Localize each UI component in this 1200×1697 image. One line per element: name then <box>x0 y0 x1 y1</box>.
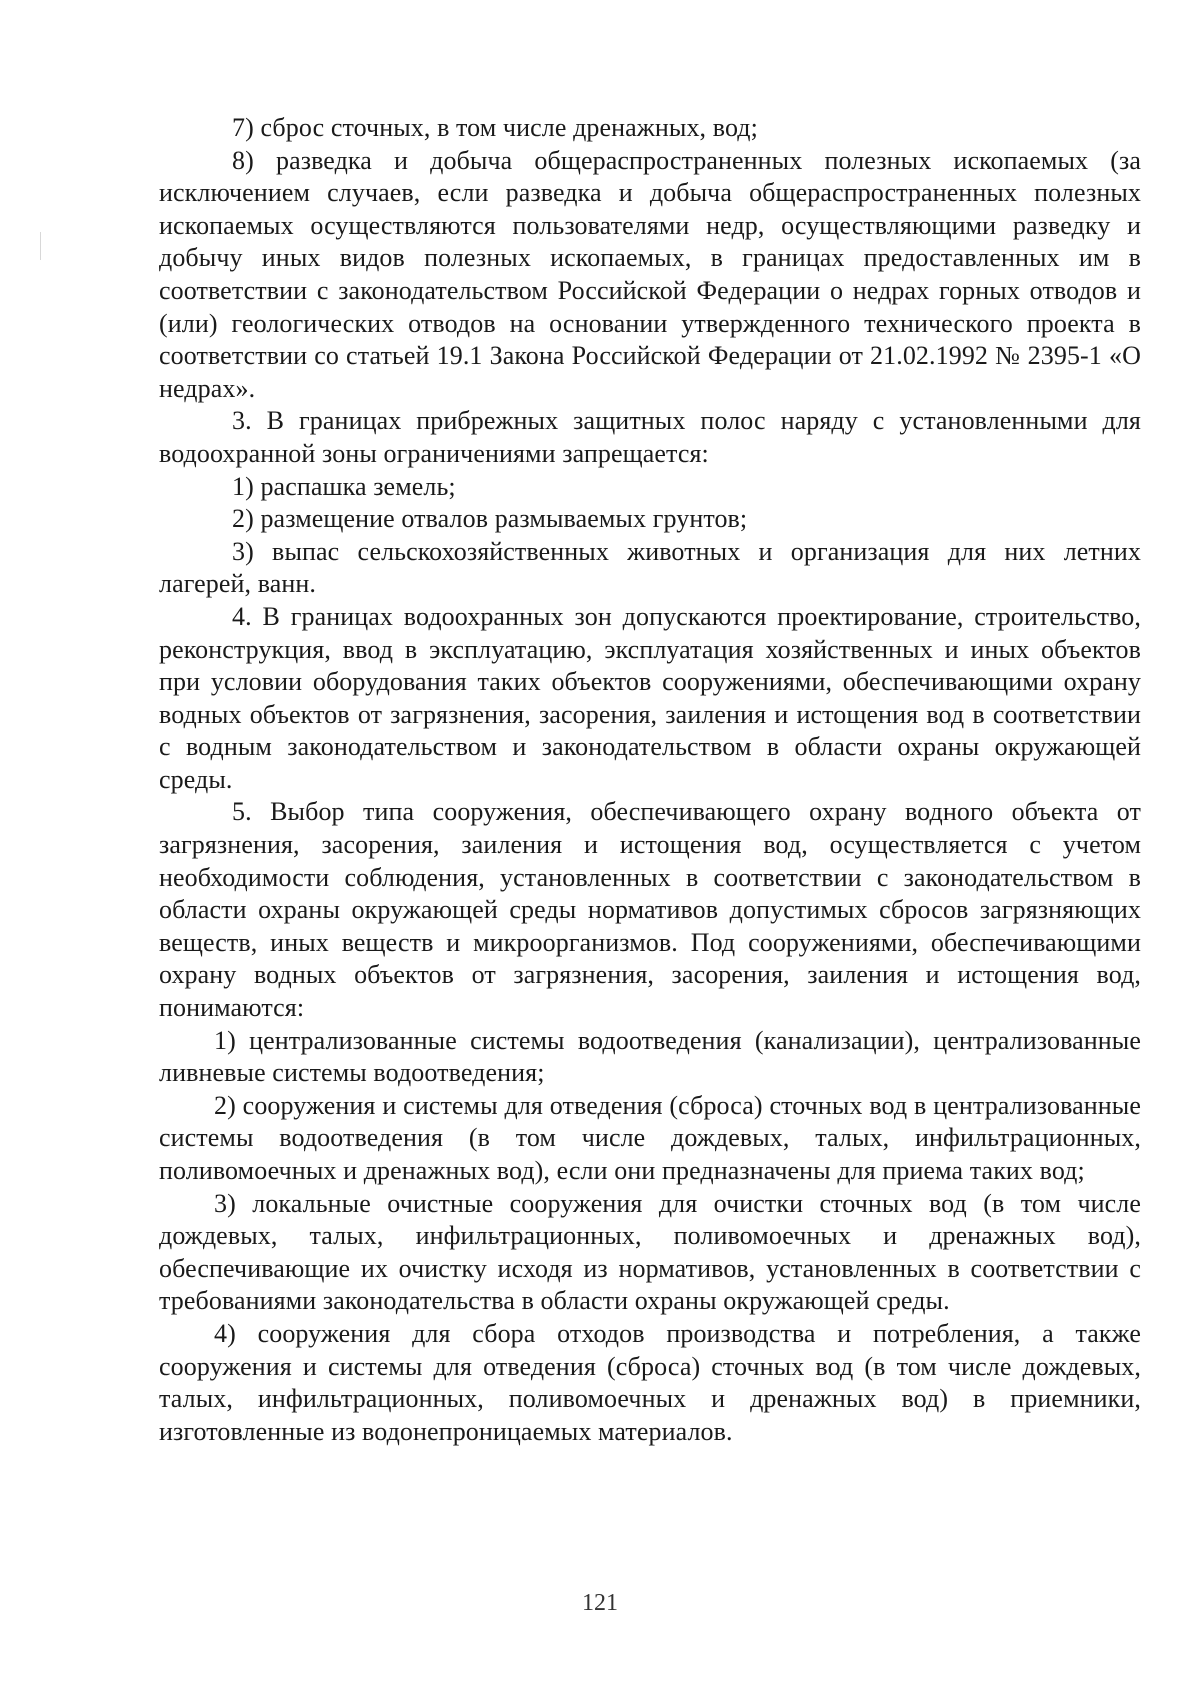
paragraph-section-3: 3. В границах прибрежных защитных полос наряду с установленными для водоохранной зоны ограничениями запрещается: <box>159 406 1141 468</box>
paragraph-item-7: 7) сброс сточных, в том числе дренажных, вод; <box>232 113 758 142</box>
document-body <box>159 112 1141 1448</box>
paragraph-section-5-item-3: 3) локальные очистные сооружения для очистки сточных вод (в том числе дождевых, талых, инфильтрационных, поливомоечных и дренажных вод), обеспечивающие их очистку исходя из нормативов, установленных в соответствии с требованиями законодательства в области охраны окружающей среды. <box>159 1188 1141 1316</box>
paragraph-section-5-item-1: 1) централизованные системы водоотведения (канализации), централизованные ливневые системы водоотведения; <box>159 1025 1141 1088</box>
page-number: 121 <box>582 1590 618 1616</box>
paragraph-section-3-item-2: 2) размещение отвалов размываемых грунтов; <box>232 504 748 534</box>
scan-artifact-mark <box>40 232 41 260</box>
paragraph-section-5-item-2: 2) сооружения и системы для отведения (сброса) сточных вод в централизованные системы водоотведения (в том числе дождевых, талых, инфильтрационных, поливомоечных и дренажных вод), если они предназначены для приема таких вод; <box>159 1090 1141 1185</box>
paragraph-section-4: 4. В границах водоохранных зон допускаются проектирование, строительство, реконструкция, ввод в эксплуатацию, эксплуатация хозяйственных и иных объектов при условии оборудования таких объектов сооружениями, обеспечивающими охрану водных объектов от загрязнения, засорения, заиления и истощения вод в соответствии с водным законодательством и законодательством в области охраны окружающей среды. <box>159 601 1141 794</box>
paragraph-item-8: 8) разведка и добыча общераспространенных полезных ископаемых (за исключением случаев, если разведка и добыча общераспространенных полезных ископаемых осуществляются пользователями недр, осуществляющими разведку и добычу иных видов полезных ископаемых, в границах предоставленных им в соответствии с законодательством Российской Федерации о недрах горных отводов и (или) геологических отводов на основании утвержденного технического проекта в соответствии со статьей 19.1 Закона Российской Федерации от 21.02.1992 № 2395-1 «О недрах». <box>159 145 1141 403</box>
paragraph-section-3-item-3: 3) выпас сельскохозяйственных животных и организация для них летних лагерей, ванн. <box>159 536 1141 599</box>
paragraph-section-5-item-4: 4) сооружения для сбора отходов производства и потребления, а также сооружения и системы для отведения (сброса) сточных вод (в том числе дождевых, талых, инфильтрационных, поливомоечных и дренажных вод) в приемники, изготовленные из водонепроницаемых материалов. <box>159 1318 1141 1446</box>
paragraph-section-3-item-1: 1) распашка земель; <box>232 471 456 501</box>
paragraph-section-5: 5. Выбор типа сооружения, обеспечивающего охрану водного объекта от загрязнения, засорения, заиления и истощения вод, осуществляется с учетом необходимости соблюдения, установленных в соответствии с законодательством в области охраны окружающей среды нормативов допустимых сбросов загрязняющих веществ, иных веществ и микроорганизмов. Под сооружениями, обеспечивающими охрану водных объектов от загрязнения, засорения, заиления и истощения вод, понимаются: <box>159 797 1141 1023</box>
